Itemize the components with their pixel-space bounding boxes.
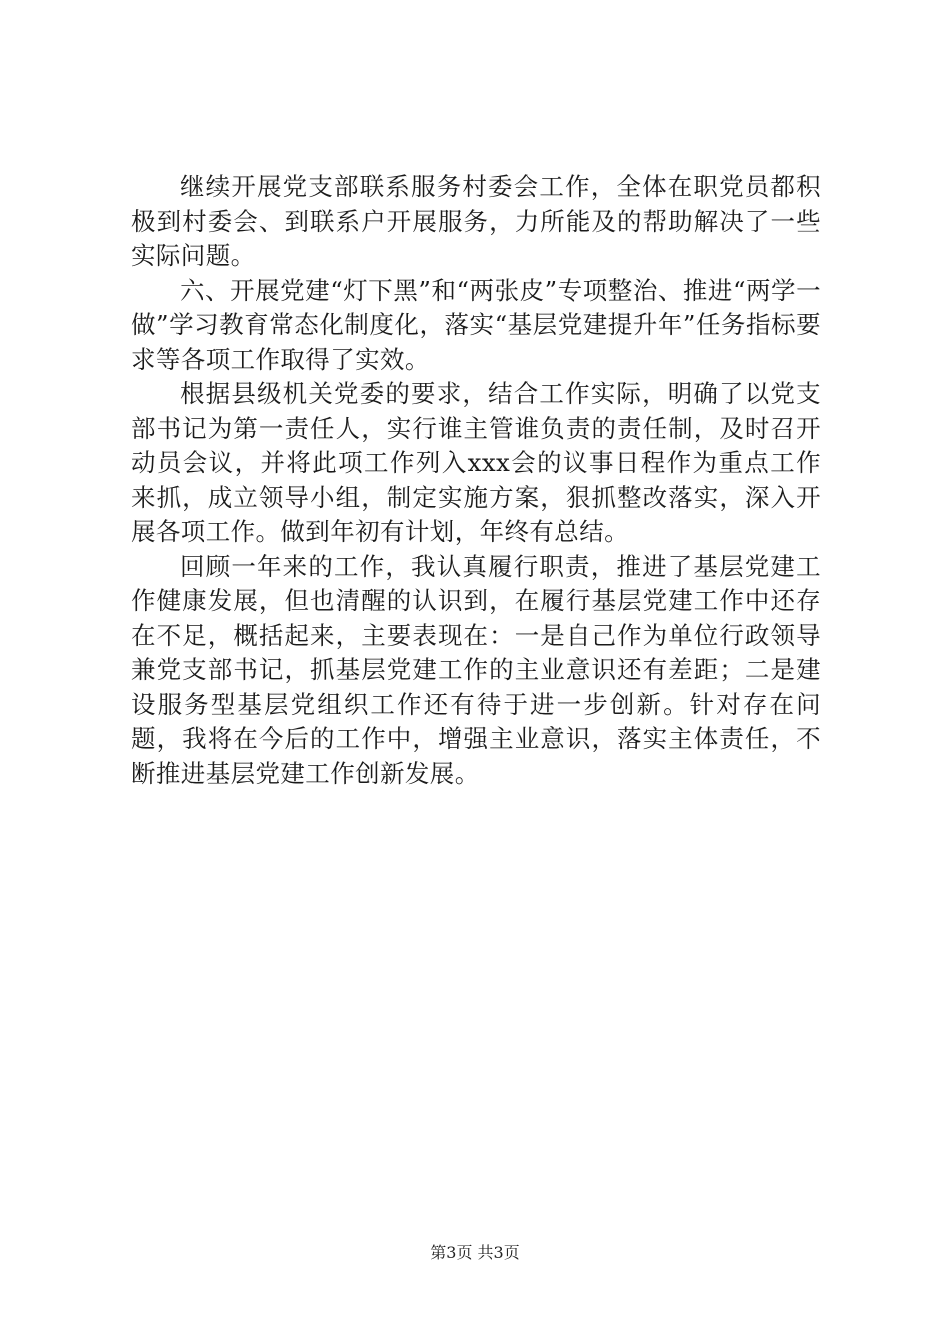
paragraph-review-and-outlook: 回顾一年来的工作，我认真履行职责，推进了基层党建工作健康发展，但也清醒的认识到，在履行基层党建工作中还存在不足，概括起来，主要表现在：一是自己作为单位行政领导兼党支部书记，抓基层党建工作的主业意识还有差距；二是建设服务型基层党组织工作还有待于进一步创新。针对存在问题，我将在今后的工作中，增强主业意识，落实主体责任，不断推进基层党建工作创新发展。 bbox=[131, 551, 821, 788]
paragraph-section-six: 六、开展党建“灯下黑”和“两张皮”专项整治、推进“两学一做”学习教育常态化制度化，落实“基层党建提升年”任务指标要求等各项工作取得了实效。 bbox=[131, 275, 821, 374]
document-body bbox=[131, 170, 821, 791]
paragraph-implementation: 根据县级机关党委的要求，结合工作实际，明确了以党支部书记为第一责任人，实行谁主管谁负责的责任制，及时召开动员会议，并将此项工作列入xxx会的议事日程作为重点工作来抓，成立领导小组，制定实施方案，狠抓整改落实，深入开展各项工作。做到年初有计划，年终有总结。 bbox=[131, 379, 821, 546]
paragraph-party-branch-service: 继续开展党支部联系服务村委会工作，全体在职党员都积极到村委会、到联系户开展服务，力所能及的帮助解决了一些实际问题。 bbox=[131, 172, 821, 270]
page-number-footer: 第3页 共3页 bbox=[430, 1243, 520, 1262]
